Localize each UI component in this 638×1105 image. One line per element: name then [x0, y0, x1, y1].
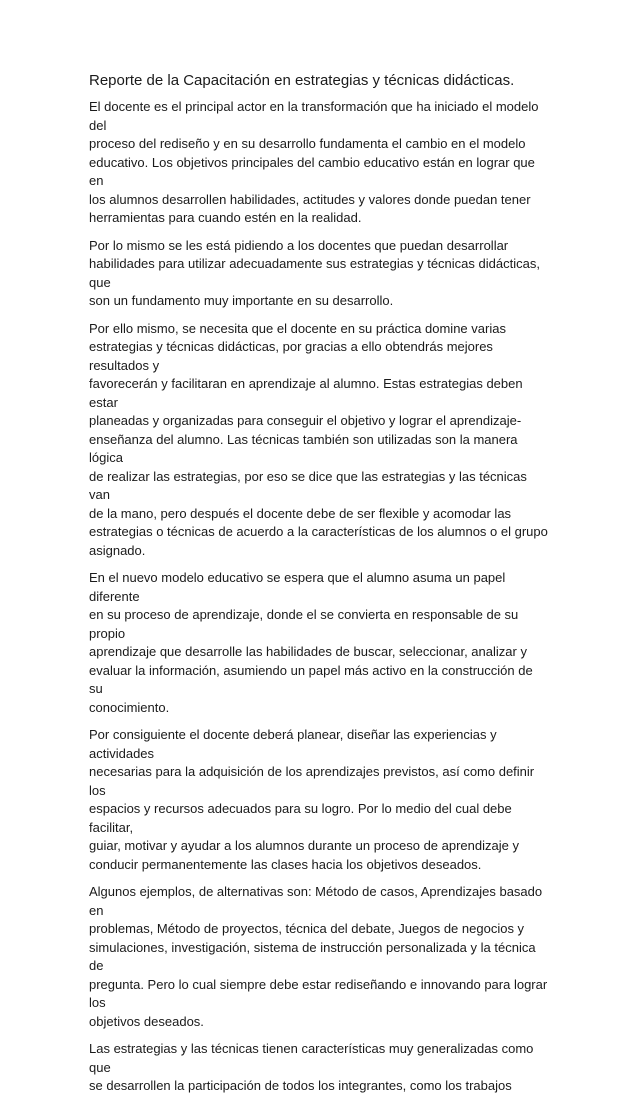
paragraph-5: Por consiguiente el docente deberá planear, diseñar las experiencias y actividades necesarias para la adquisición de los aprendizajes previstos, así como definir los espacios y recursos adecuados para su logro. Por lo medio del cual debe facilitar, guiar, motivar y ayudar a los alumnos durante un proceso de aprendizaje y conducir permanentemente las clases hacia los objetivos deseados.	[89, 727, 535, 872]
paragraph-4: En el nuevo modelo educativo se espera que el alumno asuma un papel diferente en su proceso de aprendizaje, donde el se convierta en responsable de su propio aprendizaje que desarrolle las habilidades de buscar, seleccionar, analizar y evaluar la información, asumiendo un papel más activo en la construcción de su conocimiento.	[89, 570, 533, 715]
document-title: Reporte de la Capacitación en estrategias y técnicas didácticas.	[89, 72, 515, 89]
paragraph-2: Por lo mismo se les está pidiendo a los docentes que puedan desarrollar habilidades para utilizar adecuadamente sus estrategias y técnicas didácticas, que son un fundamento muy importante en su desarrollo.	[89, 237, 540, 308]
paragraph-7: Las estrategias y las técnicas tienen características muy generalizadas como que se desarrollen la participación de todos los integrantes, como los trabajos	[89, 1041, 534, 1093]
paragraph-6: Algunos ejemplos, de alternativas son: Método de casos, Aprendizajes basado en problemas, Método de proyectos, técnica del debate, Juegos de negocios y simulaciones, investigación, sistema de instrucción personalizada y la técnica de pregunta. Pero lo cual siempre debe estar rediseñando e innovando para lograr los objetivos deseados.	[89, 884, 548, 1029]
paragraph-3: Por ello mismo, se necesita que el docente en su práctica domine varias estrategias y técnicas didácticas, por gracias a ello obtendrás mejores resultados y favorecerán y facilitaran en aprendizaje al alumno. Estas estrategias deben estar planeadas y organizadas para conseguir el objetivo y lograr el aprendizaje- enseñanza del alumno. Las técnicas también son utilizadas son la manera lógica de realizar las estrategias, por eso se dice que las estrategias y las técnicas van de la mano, pero después el docente debe de ser flexible y acomodar las estrategias o técnicas de acuerdo a la características de los alumnos o el grupo asignado.	[89, 320, 548, 558]
paragraph-1: El docente es el principal actor en la transformación que ha iniciado el modelo del proceso del rediseño y en su desarrollo fundamenta el cambio en el modelo educativo. Los objetivos principales del cambio educativo están en lograr que en los alumnos desarrollen habilidades, actitudes y valores donde puedan tener herramientas para cuando estén en la realidad.	[89, 99, 539, 225]
document-page	[89, 70, 549, 1105]
